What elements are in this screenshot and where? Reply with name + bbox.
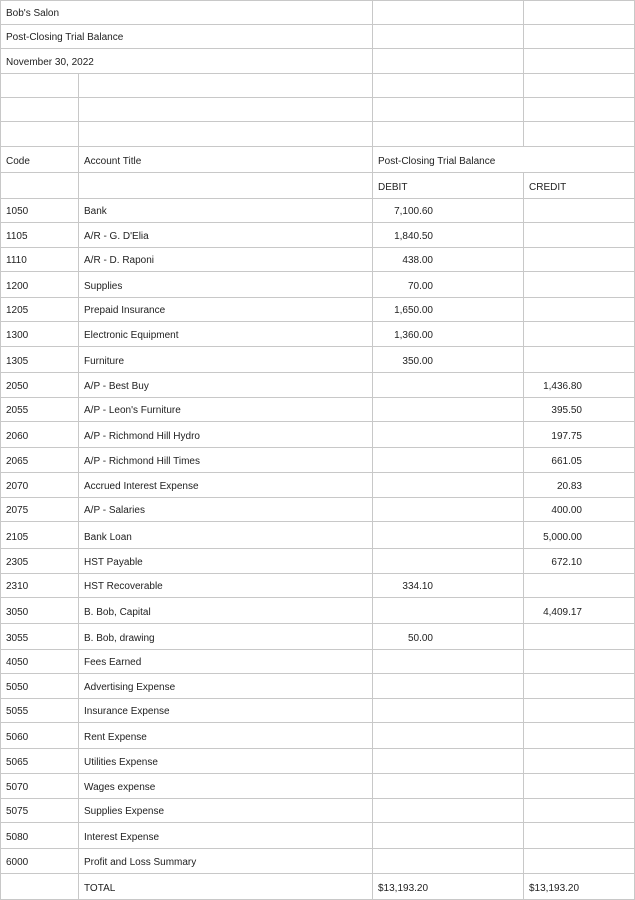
credit-cell[interactable] — [524, 522, 635, 549]
credit-amount: 4,409.17 — [543, 607, 582, 618]
total-debit-amount: $13,193.20 — [378, 883, 429, 894]
account-title: B. Bob, Capital — [84, 607, 151, 618]
account-code: 1110 — [6, 255, 27, 266]
debit-cell[interactable] — [373, 398, 524, 422]
title-cell[interactable] — [79, 774, 373, 799]
credit-amount: 20.83 — [556, 481, 582, 492]
credit-amount: 400.00 — [551, 505, 582, 516]
header-cell[interactable] — [0, 25, 373, 49]
account-code: 2065 — [6, 456, 29, 467]
code-cell[interactable] — [0, 398, 79, 422]
credit-cell[interactable] — [524, 122, 635, 147]
debit-cell[interactable] — [373, 322, 524, 347]
account-code: 5050 — [6, 682, 29, 693]
account-code: 3050 — [6, 607, 29, 618]
code-cell[interactable] — [0, 799, 79, 823]
debit-cell[interactable] — [373, 749, 524, 774]
account-title: Bank Loan — [84, 532, 132, 543]
account-title: A/P - Salaries — [84, 505, 145, 516]
credit-cell[interactable] — [524, 74, 635, 98]
table-row — [0, 298, 635, 322]
code-cell[interactable] — [0, 173, 79, 199]
debit-cell[interactable] — [373, 774, 524, 799]
header-row — [0, 25, 635, 49]
account-code: 5055 — [6, 706, 29, 717]
debit-cell[interactable] — [373, 674, 524, 699]
code-cell[interactable] — [0, 347, 79, 373]
account-title: Wages expense — [84, 782, 156, 793]
code-cell[interactable] — [0, 674, 79, 699]
table-row — [0, 574, 635, 598]
code-cell[interactable] — [0, 650, 79, 674]
account-title: A/P - Richmond Hill Times — [84, 456, 200, 467]
debit-amount: 70.00 — [407, 281, 433, 292]
title-cell[interactable] — [79, 624, 373, 650]
credit-amount: 1,436.80 — [543, 381, 582, 392]
title-cell[interactable] — [79, 398, 373, 422]
table-row — [0, 650, 635, 674]
debit-cell[interactable] — [373, 248, 524, 272]
trial-balance-group-header: Post-Closing Trial Balance — [378, 156, 496, 167]
debit-cell[interactable] — [373, 699, 524, 723]
account-title: Supplies Expense — [84, 806, 165, 817]
credit-cell[interactable] — [524, 25, 635, 49]
account-title: Advertising Expense — [84, 682, 176, 693]
code-cell[interactable] — [0, 199, 79, 223]
account-title: A/P - Best Buy — [84, 381, 149, 392]
code-cell[interactable] — [0, 448, 79, 473]
account-code: 2055 — [6, 405, 29, 416]
code-cell[interactable] — [0, 849, 79, 874]
total-row — [0, 874, 635, 900]
credit-cell[interactable] — [524, 823, 635, 849]
title-cell[interactable] — [79, 498, 373, 522]
table-row — [0, 248, 635, 272]
table-row — [0, 223, 635, 248]
debit-amount: 334.10 — [402, 581, 433, 592]
title-cell[interactable] — [79, 122, 373, 147]
debit-cell[interactable] — [373, 199, 524, 223]
title-cell[interactable] — [79, 223, 373, 248]
account-code: 5065 — [6, 757, 29, 768]
debit-cell[interactable] — [373, 574, 524, 598]
table-row — [0, 774, 635, 799]
account-code: 1105 — [6, 231, 28, 242]
code-cell[interactable] — [0, 298, 79, 322]
credit-amount: 395.50 — [551, 405, 582, 416]
account-code: 1050 — [6, 206, 29, 217]
header-row — [0, 122, 635, 147]
credit-amount: 197.75 — [551, 431, 582, 442]
debit-column-header: DEBIT — [378, 182, 408, 193]
account-title: Supplies — [84, 281, 123, 292]
title-cell[interactable] — [79, 574, 373, 598]
title-cell[interactable] — [79, 549, 373, 574]
title-cell[interactable] — [79, 272, 373, 298]
table-row — [0, 347, 635, 373]
code-cell[interactable] — [0, 574, 79, 598]
account-title: A/P - Richmond Hill Hydro — [84, 431, 200, 442]
account-title: A/R - D. Raponi — [84, 255, 155, 266]
total-label: TOTAL — [84, 883, 116, 894]
code-cell[interactable] — [0, 473, 79, 498]
credit-cell[interactable] — [524, 422, 635, 448]
table-row — [0, 422, 635, 448]
account-code: 2070 — [6, 481, 29, 492]
debit-cell[interactable] — [373, 98, 524, 122]
account-code: 5080 — [6, 832, 29, 843]
account-code: 5070 — [6, 782, 29, 793]
account-title: B. Bob, drawing — [84, 633, 155, 644]
title-cell[interactable] — [79, 849, 373, 874]
debit-cell[interactable] — [373, 650, 524, 674]
table-row — [0, 473, 635, 498]
table-row — [0, 199, 635, 223]
debit-cell[interactable] — [373, 422, 524, 448]
header-row — [0, 98, 635, 122]
code-cell[interactable] — [0, 498, 79, 522]
code-cell[interactable] — [0, 122, 79, 147]
code-cell[interactable] — [0, 322, 79, 347]
table-row — [0, 272, 635, 298]
account-code: 5075 — [6, 806, 29, 817]
table-row — [0, 322, 635, 347]
code-cell[interactable] — [0, 74, 79, 98]
debit-cell[interactable] — [373, 624, 524, 650]
code-cell[interactable] — [0, 874, 79, 900]
title-cell[interactable] — [79, 699, 373, 723]
account-code: 1205 — [6, 305, 29, 316]
credit-column-header: CREDIT — [529, 182, 567, 193]
code-cell[interactable] — [0, 272, 79, 298]
title-header-cell[interactable] — [79, 147, 373, 173]
code-cell[interactable] — [0, 373, 79, 398]
code-cell[interactable] — [0, 223, 79, 248]
credit-cell[interactable] — [524, 398, 635, 422]
title-cell[interactable] — [79, 298, 373, 322]
account-title: Bank — [84, 206, 107, 217]
debit-cell[interactable] — [373, 849, 524, 874]
account-title: Rent Expense — [84, 732, 147, 743]
debit-cell[interactable] — [373, 74, 524, 98]
code-cell[interactable] — [0, 624, 79, 650]
credit-cell[interactable] — [524, 199, 635, 223]
title-cell[interactable] — [79, 347, 373, 373]
table-row — [0, 373, 635, 398]
debit-header-cell[interactable] — [373, 173, 524, 199]
credit-cell[interactable] — [524, 98, 635, 122]
account-code: 4050 — [6, 657, 29, 668]
header-cell[interactable] — [0, 49, 373, 74]
account-code: 2060 — [6, 431, 29, 442]
table-row — [0, 398, 635, 422]
credit-cell[interactable] — [524, 272, 635, 298]
total-label-cell[interactable] — [79, 874, 373, 900]
debit-amount: 1,650.00 — [394, 305, 433, 316]
credit-cell[interactable] — [524, 473, 635, 498]
account-title: Insurance Expense — [84, 706, 170, 717]
credit-cell[interactable] — [524, 674, 635, 699]
credit-cell[interactable] — [524, 549, 635, 574]
table-row — [0, 849, 635, 874]
title-cell[interactable] — [79, 173, 373, 199]
title-cell[interactable] — [79, 674, 373, 699]
title-cell[interactable] — [79, 248, 373, 272]
debit-cell[interactable] — [373, 799, 524, 823]
code-cell[interactable] — [0, 98, 79, 122]
header-row — [0, 0, 635, 25]
credit-amount: 661.05 — [551, 456, 582, 467]
debit-cell[interactable] — [373, 347, 524, 373]
account-title: HST Recoverable — [84, 581, 163, 592]
account-code: 1305 — [6, 356, 29, 367]
title-cell[interactable] — [79, 799, 373, 823]
debit-cell[interactable] — [373, 298, 524, 322]
table-row — [0, 448, 635, 473]
debit-cell[interactable] — [373, 122, 524, 147]
credit-cell[interactable] — [524, 498, 635, 522]
debit-cell[interactable] — [373, 448, 524, 473]
code-cell[interactable] — [0, 422, 79, 448]
table-row — [0, 699, 635, 723]
debit-cell[interactable] — [373, 272, 524, 298]
title-cell[interactable] — [79, 522, 373, 549]
title-cell[interactable] — [79, 199, 373, 223]
credit-amount: 5,000.00 — [543, 532, 582, 543]
debit-amount: 1,360.00 — [394, 330, 433, 341]
debit-cell[interactable] — [373, 823, 524, 849]
debit-cell[interactable] — [373, 0, 524, 25]
credit-amount: 672.10 — [551, 557, 582, 568]
credit-cell[interactable] — [524, 347, 635, 373]
debit-cell[interactable] — [373, 723, 524, 749]
account-code: 2075 — [6, 505, 29, 516]
account-code: 3055 — [6, 633, 29, 644]
code-cell[interactable] — [0, 723, 79, 749]
table-row — [0, 498, 635, 522]
account-title: HST Payable — [84, 557, 143, 568]
credit-cell[interactable] — [524, 650, 635, 674]
title-cell[interactable] — [79, 422, 373, 448]
header-row — [0, 49, 635, 74]
credit-cell[interactable] — [524, 749, 635, 774]
code-header-cell[interactable] — [0, 147, 79, 173]
account-title: Accrued Interest Expense — [84, 481, 199, 492]
credit-cell[interactable] — [524, 574, 635, 598]
debit-cell[interactable] — [373, 498, 524, 522]
account-code: 2050 — [6, 381, 29, 392]
credit-cell[interactable] — [524, 699, 635, 723]
code-column-header: Code — [6, 156, 30, 167]
code-cell[interactable] — [0, 549, 79, 574]
table-row — [0, 522, 635, 549]
credit-cell[interactable] — [524, 774, 635, 799]
table-row — [0, 549, 635, 574]
debit-cell[interactable] — [373, 223, 524, 248]
header-row — [0, 74, 635, 98]
account-title: Profit and Loss Summary — [84, 857, 197, 868]
title-cell[interactable] — [79, 373, 373, 398]
group-header-cell[interactable] — [373, 147, 635, 173]
account-title-column-header: Account Title — [84, 156, 142, 167]
code-cell[interactable] — [0, 522, 79, 549]
debit-amount: 7,100.60 — [394, 206, 433, 217]
debit-amount: 350.00 — [402, 356, 433, 367]
debit-cell[interactable] — [373, 549, 524, 574]
report-date: November 30, 2022 — [6, 57, 94, 68]
title-cell[interactable] — [79, 749, 373, 774]
header-row — [0, 147, 635, 173]
account-code: 2310 — [6, 581, 29, 592]
total-credit-cell[interactable] — [524, 874, 635, 900]
header-cell[interactable] — [0, 0, 373, 25]
account-title: Interest Expense — [84, 832, 160, 843]
total-debit-cell[interactable] — [373, 874, 524, 900]
code-cell[interactable] — [0, 699, 79, 723]
credit-cell[interactable] — [524, 223, 635, 248]
code-cell[interactable] — [0, 248, 79, 272]
credit-cell[interactable] — [524, 448, 635, 473]
debit-cell[interactable] — [373, 522, 524, 549]
title-cell[interactable] — [79, 473, 373, 498]
debit-cell[interactable] — [373, 49, 524, 74]
account-title: A/P - Leon's Furniture — [84, 405, 181, 416]
account-code: 5060 — [6, 732, 29, 743]
credit-cell[interactable] — [524, 322, 635, 347]
debit-amount: 438.00 — [402, 255, 433, 266]
credit-cell[interactable] — [524, 598, 635, 624]
debit-cell[interactable] — [373, 373, 524, 398]
table-row — [0, 674, 635, 699]
code-cell[interactable] — [0, 774, 79, 799]
credit-cell[interactable] — [524, 373, 635, 398]
account-title: Electronic Equipment — [84, 330, 179, 341]
debit-cell[interactable] — [373, 473, 524, 498]
credit-cell[interactable] — [524, 624, 635, 650]
table-row — [0, 749, 635, 774]
debit-amount: 1,840.50 — [394, 231, 433, 242]
title-cell[interactable] — [79, 598, 373, 624]
title-cell[interactable] — [79, 98, 373, 122]
credit-cell[interactable] — [524, 799, 635, 823]
account-title: Prepaid Insurance — [84, 305, 166, 316]
credit-cell[interactable] — [524, 298, 635, 322]
title-cell[interactable] — [79, 448, 373, 473]
debit-cell[interactable] — [373, 25, 524, 49]
credit-cell[interactable] — [524, 849, 635, 874]
debit-cell[interactable] — [373, 598, 524, 624]
credit-header-cell[interactable] — [524, 173, 635, 199]
header-row — [0, 173, 635, 199]
credit-cell[interactable] — [524, 248, 635, 272]
title-cell[interactable] — [79, 723, 373, 749]
company-name: Bob's Salon — [6, 8, 60, 19]
table-row — [0, 598, 635, 624]
credit-cell[interactable] — [524, 49, 635, 74]
account-code: 2305 — [6, 557, 29, 568]
credit-cell[interactable] — [524, 723, 635, 749]
code-cell[interactable] — [0, 598, 79, 624]
account-code: 1200 — [6, 281, 29, 292]
title-cell[interactable] — [79, 74, 373, 98]
credit-cell[interactable] — [524, 0, 635, 25]
account-title: Utilities Expense — [84, 757, 158, 768]
title-cell[interactable] — [79, 823, 373, 849]
account-title: A/R - G. D'Elia — [84, 231, 149, 242]
code-cell[interactable] — [0, 749, 79, 774]
account-code: 1300 — [6, 330, 29, 341]
report-title: Post-Closing Trial Balance — [6, 32, 124, 43]
title-cell[interactable] — [79, 650, 373, 674]
account-title: Furniture — [84, 356, 125, 367]
debit-amount: 50.00 — [407, 633, 433, 644]
code-cell[interactable] — [0, 823, 79, 849]
account-code: 6000 — [6, 857, 29, 868]
account-code: 2105 — [6, 532, 29, 543]
table-row — [0, 823, 635, 849]
table-row — [0, 723, 635, 749]
table-row — [0, 624, 635, 650]
table-row — [0, 799, 635, 823]
title-cell[interactable] — [79, 322, 373, 347]
account-title: Fees Earned — [84, 657, 142, 668]
total-credit-amount: $13,193.20 — [529, 883, 580, 894]
